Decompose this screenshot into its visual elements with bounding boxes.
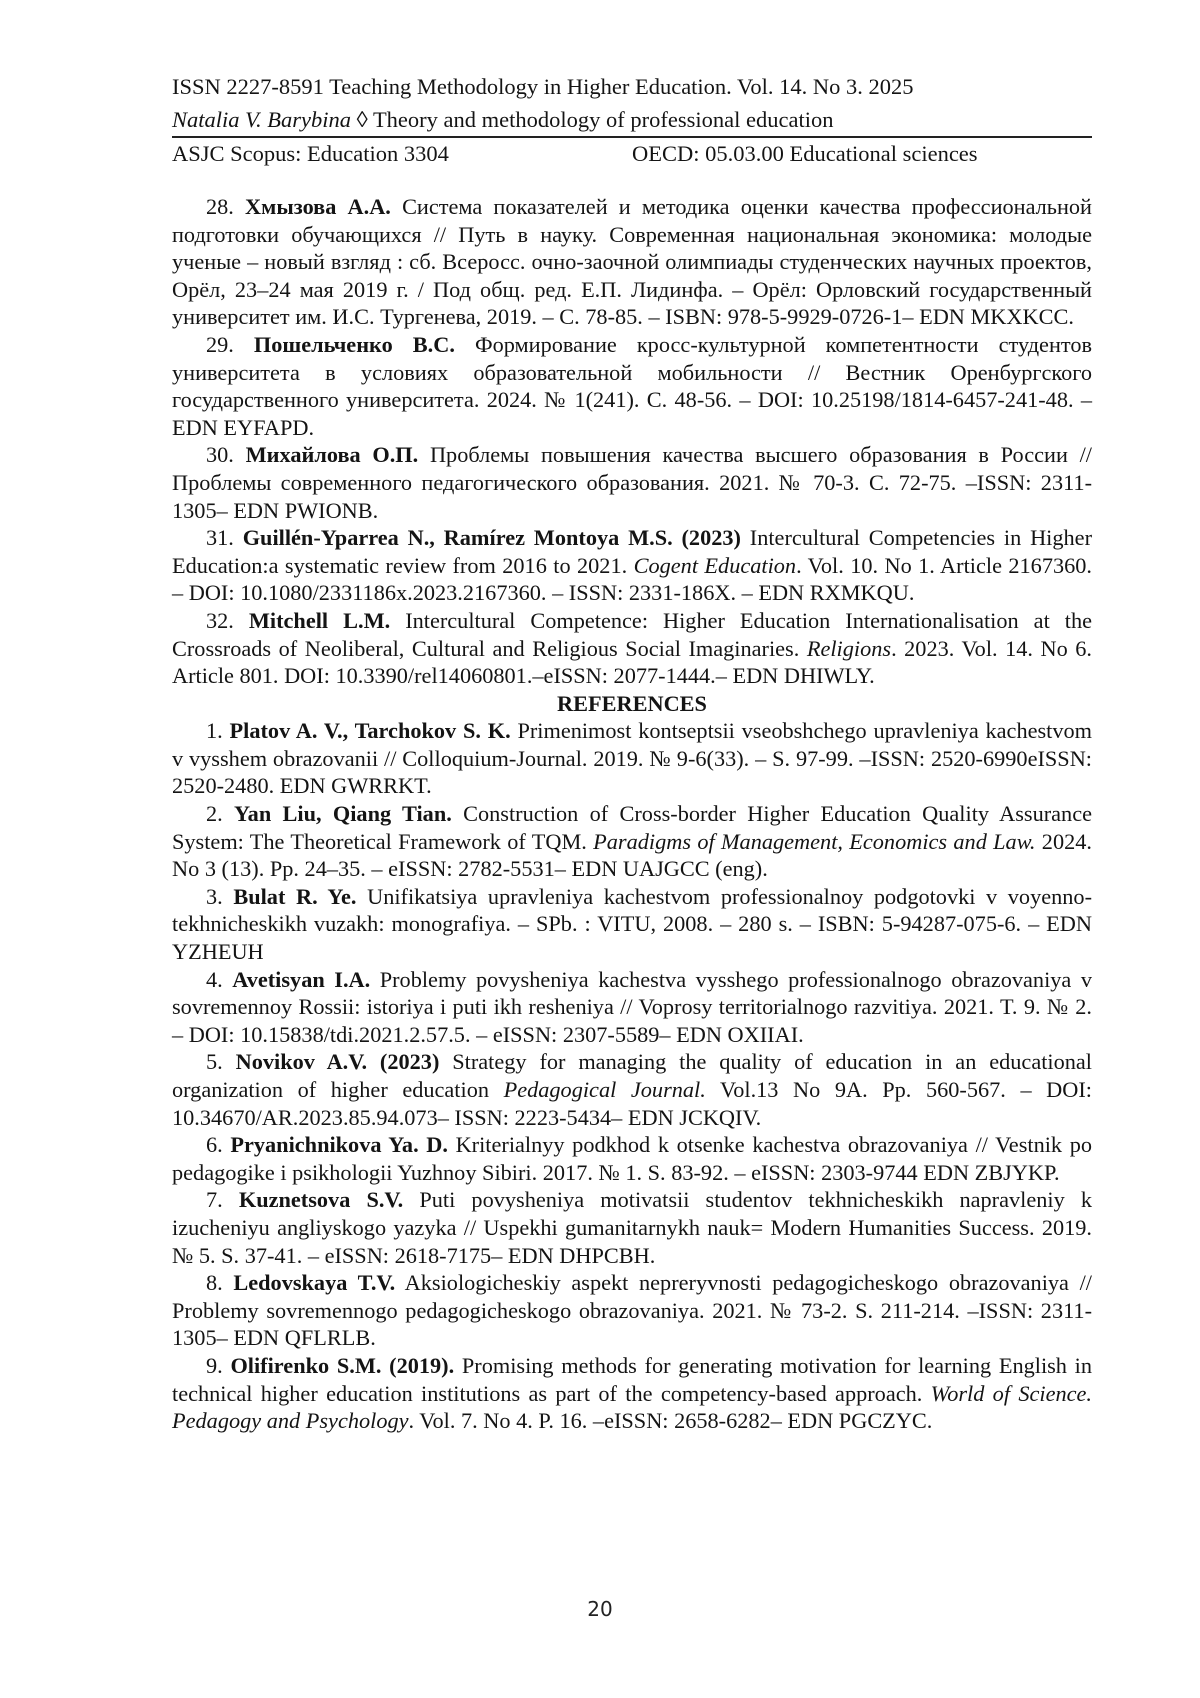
reference-number: 30. bbox=[206, 442, 234, 468]
oecd-code: OECD: 05.03.00 Educational sciences bbox=[632, 141, 978, 166]
reference-number: 3. bbox=[206, 883, 223, 909]
reference-number: 32. bbox=[206, 607, 234, 633]
reference-entry bbox=[172, 193, 1092, 331]
reference-entry bbox=[172, 524, 1092, 607]
reference-number: 31. bbox=[206, 525, 234, 551]
reference-entry bbox=[172, 1269, 1092, 1352]
reference-journal: World of Science. Pedagogy and Psychology bbox=[172, 1380, 1092, 1434]
reference-entry bbox=[172, 441, 1092, 524]
reference-entry bbox=[172, 966, 1092, 1049]
reference-text: Система показателей и методика оценки качества профессиональной подготовки обучающихся // Путь в науку. Современная национальная экономика: молодые ученые – новый взгляд : сб. Всеросс. очно-заочной олимпиады студенческих научных проектов, Орёл, 23–24 мая 2019 г. / Под общ. ред. Е.П. Лидинфа. – Орёл: Орловский государственный университет им. И.С. Тургенева, 2019. – С. 78-85. – ISBN: 978-5-9929-0726-1– EDN MKXKCC. bbox=[172, 194, 1092, 330]
reference-author: Ledovskaya T.V. bbox=[233, 1270, 396, 1296]
reference-author: Bulat R. Ye. bbox=[233, 883, 357, 909]
reference-text: Problemy povysheniya kachestva vysshego professionalnogo obrazovaniya v sovremennoy Rossii: istoriya i puti ikh resheniya // Voprosy territorialnogo razvitiya. 2021. T. 9. № 2. – DOI: 10.15838/tdi.2021.2.57.5. – eISSN: 2307-5589– EDN OXIIAI. bbox=[172, 966, 1092, 1047]
reference-author: Пошельченко В.С. bbox=[253, 331, 455, 357]
running-header bbox=[172, 70, 1092, 136]
reference-number: 6. bbox=[206, 1132, 223, 1158]
header-author: Natalia V. Barybina bbox=[172, 107, 351, 132]
reference-text-tail: . Vol. 7. No 4. P. 16. –eISSN: 2658-6282– EDN PGCZYC. bbox=[408, 1408, 933, 1434]
reference-text: Kriterialnyy podkhod k otsenke kachestva obrazovaniya // Vestnik po pedagogike i psikhologii Yuzhnoy Sibiri. 2017. № 1. S. 83-92. – eISSN: 2303-9744 EDN ZBJYKP. bbox=[172, 1132, 1092, 1185]
reference-number: 4. bbox=[206, 966, 223, 992]
reference-author: Olifirenko S.M. (2019). bbox=[230, 1352, 455, 1378]
reference-journal: Cogent Education bbox=[633, 552, 797, 578]
header-section: Theory and methodology of professional education bbox=[372, 107, 834, 132]
reference-text-tail: . 2023. Vol. 14. No 6. Article 801. DOI: 10.3390/rel14060801.–eISSN: 2077-1444.– EDN DHIWLY. bbox=[172, 635, 1093, 689]
reference-text-tail: . Vol. 10. No 1. Article 2167360. – DOI: 10.1080/2331186x.2023.2167360. – ISSN: 2331-186X. – EDN RXMKQU. bbox=[172, 552, 1092, 606]
reference-text: Intercultural Competencies in Higher Education:a systematic review from 2016 to 2021. bbox=[172, 525, 1092, 578]
reference-number: 7. bbox=[206, 1187, 223, 1213]
reference-author: Kuznetsova S.V. bbox=[238, 1187, 404, 1213]
reference-text: Puti povysheniya motivatsii studentov tekhnicheskikh napravleniy k izucheniyu angliyskogo yazyka // Uspekhi gumanitarnykh nauk= Modern Humanities Success. 2019. № 5. S. 37-41. – eISSN: 2618-7175– EDN DHPCBH. bbox=[172, 1187, 1093, 1268]
reference-author: Novikov A.V. (2023) bbox=[235, 1049, 440, 1075]
reference-author: Yan Liu, Qiang Tian. bbox=[234, 801, 452, 827]
author-section-line bbox=[172, 103, 1092, 136]
reference-author: Avetisyan I.A. bbox=[232, 966, 371, 992]
reference-entry bbox=[172, 1048, 1092, 1131]
reference-author: Хмызова А.А. bbox=[245, 194, 391, 219]
journal-line: ISSN 2227-8591 Teaching Methodology in Higher Education. Vol. 14. No 3. 2025 bbox=[172, 74, 914, 99]
reference-text: Проблемы повышения качества высшего образования в России // Проблемы современного педагогического образования. 2021. № 70-3. С. 72-75. –ISSN: 2311-1305– EDN PWIONB. bbox=[172, 442, 1093, 523]
reference-text: Unifikatsiya upravleniya kachestvom professionalnoy podgotovki v voyenno-tekhnicheskikh vuzakh: monografiya. – SPb. : VITU, 2008. – 280 s. – ISBN: 5-94287-075-6. – EDN YZHEUH bbox=[172, 883, 1092, 965]
reference-text: Формирование кросс-культурной компетентности студентов университета в условиях образовательной мобильности // Вестник Оренбургского государственного университета. 2024. № 1(241). С. 48-56. – DOI: 10.25198/1814-6457-241-48. – EDN EYFAPD. bbox=[172, 331, 1092, 440]
reference-journal: Paradigms of Management, Economics and Law. bbox=[593, 828, 1036, 854]
reference-number: 9. bbox=[206, 1352, 223, 1378]
reference-number: 29. bbox=[206, 331, 234, 357]
reference-entry bbox=[172, 1352, 1092, 1435]
reference-entry bbox=[172, 883, 1092, 966]
header-separator: ◊ bbox=[356, 107, 368, 132]
reference-author: Mitchell L.M. bbox=[248, 607, 391, 633]
reference-text: Intercultural Competence: Higher Education Internationalisation at the Crossroads of Neoliberal, Cultural and Religious Social Imaginaries. bbox=[172, 607, 1092, 661]
reference-author: Platov A. V., Tarchokov S. K. bbox=[229, 718, 511, 744]
reference-entry bbox=[172, 717, 1092, 800]
reference-text: Promising methods for generating motivation for learning English in technical higher education institutions as part of the competency-based approach. bbox=[172, 1352, 1093, 1406]
reference-number: 28. bbox=[206, 194, 234, 219]
references-heading: REFERENCES bbox=[557, 690, 707, 716]
reference-text: Strategy for managing the quality of education in an educational organization of higher education bbox=[172, 1049, 1092, 1102]
reference-text: Aksiologicheskiy aspekt nepreryvnosti pedagogicheskogo obrazovaniya // Problemy sovremennogo pedagogicheskogo obrazovaniya. 2021. № 73-2. S. 211-214. –ISSN: 2311-1305– EDN QFLRLB. bbox=[172, 1270, 1092, 1351]
reference-number: 1. bbox=[206, 718, 223, 744]
reference-entry bbox=[172, 800, 1092, 883]
reference-number: 2. bbox=[206, 801, 223, 827]
reference-entry bbox=[172, 607, 1092, 690]
reference-author: Михайлова О.П. bbox=[245, 442, 419, 468]
reference-entry bbox=[172, 331, 1092, 441]
reference-number: 8. bbox=[206, 1270, 223, 1296]
reference-author: Pryanichnikova Ya. D. bbox=[230, 1132, 448, 1158]
reference-journal: Pedagogical Journal. bbox=[503, 1077, 706, 1102]
reference-list bbox=[172, 193, 1092, 1435]
reference-text-tail: Vol.13 No 9A. Pp. 560-567. – DOI: 10.34670/AR.2023.85.94.073– ISSN: 2223-5434– EDN JCKQIV. bbox=[172, 1077, 1092, 1130]
reference-text: Primenimost kontseptsii vseobshchego upravleniya kachestvom v vysshem obrazovanii // Colloquium-Journal. 2019. № 9-6(33). – S. 97-99. –ISSN: 2520-6990eISSN: 2520-2480. EDN GWRRKT. bbox=[172, 718, 1093, 799]
reference-text-tail: 2024. No 3 (13). Pp. 24–35. – eISSN: 2782-5531– EDN UAJGCC (eng). bbox=[172, 828, 1092, 882]
reference-journal: Religions bbox=[806, 635, 892, 661]
reference-entry bbox=[172, 1131, 1092, 1186]
page-number: 20 bbox=[587, 1597, 613, 1621]
reference-entry bbox=[172, 1186, 1092, 1269]
reference-text: Construction of Cross-border Higher Education Quality Assurance System: The Theoretical Framework of TQM. bbox=[172, 801, 1092, 854]
reference-number: 5. bbox=[206, 1049, 223, 1075]
asjc-code: ASJC Scopus: Education 3304 bbox=[172, 141, 449, 166]
reference-author: Guillén-Yparrea N., Ramírez Montoya M.S. (2023) bbox=[242, 525, 741, 551]
